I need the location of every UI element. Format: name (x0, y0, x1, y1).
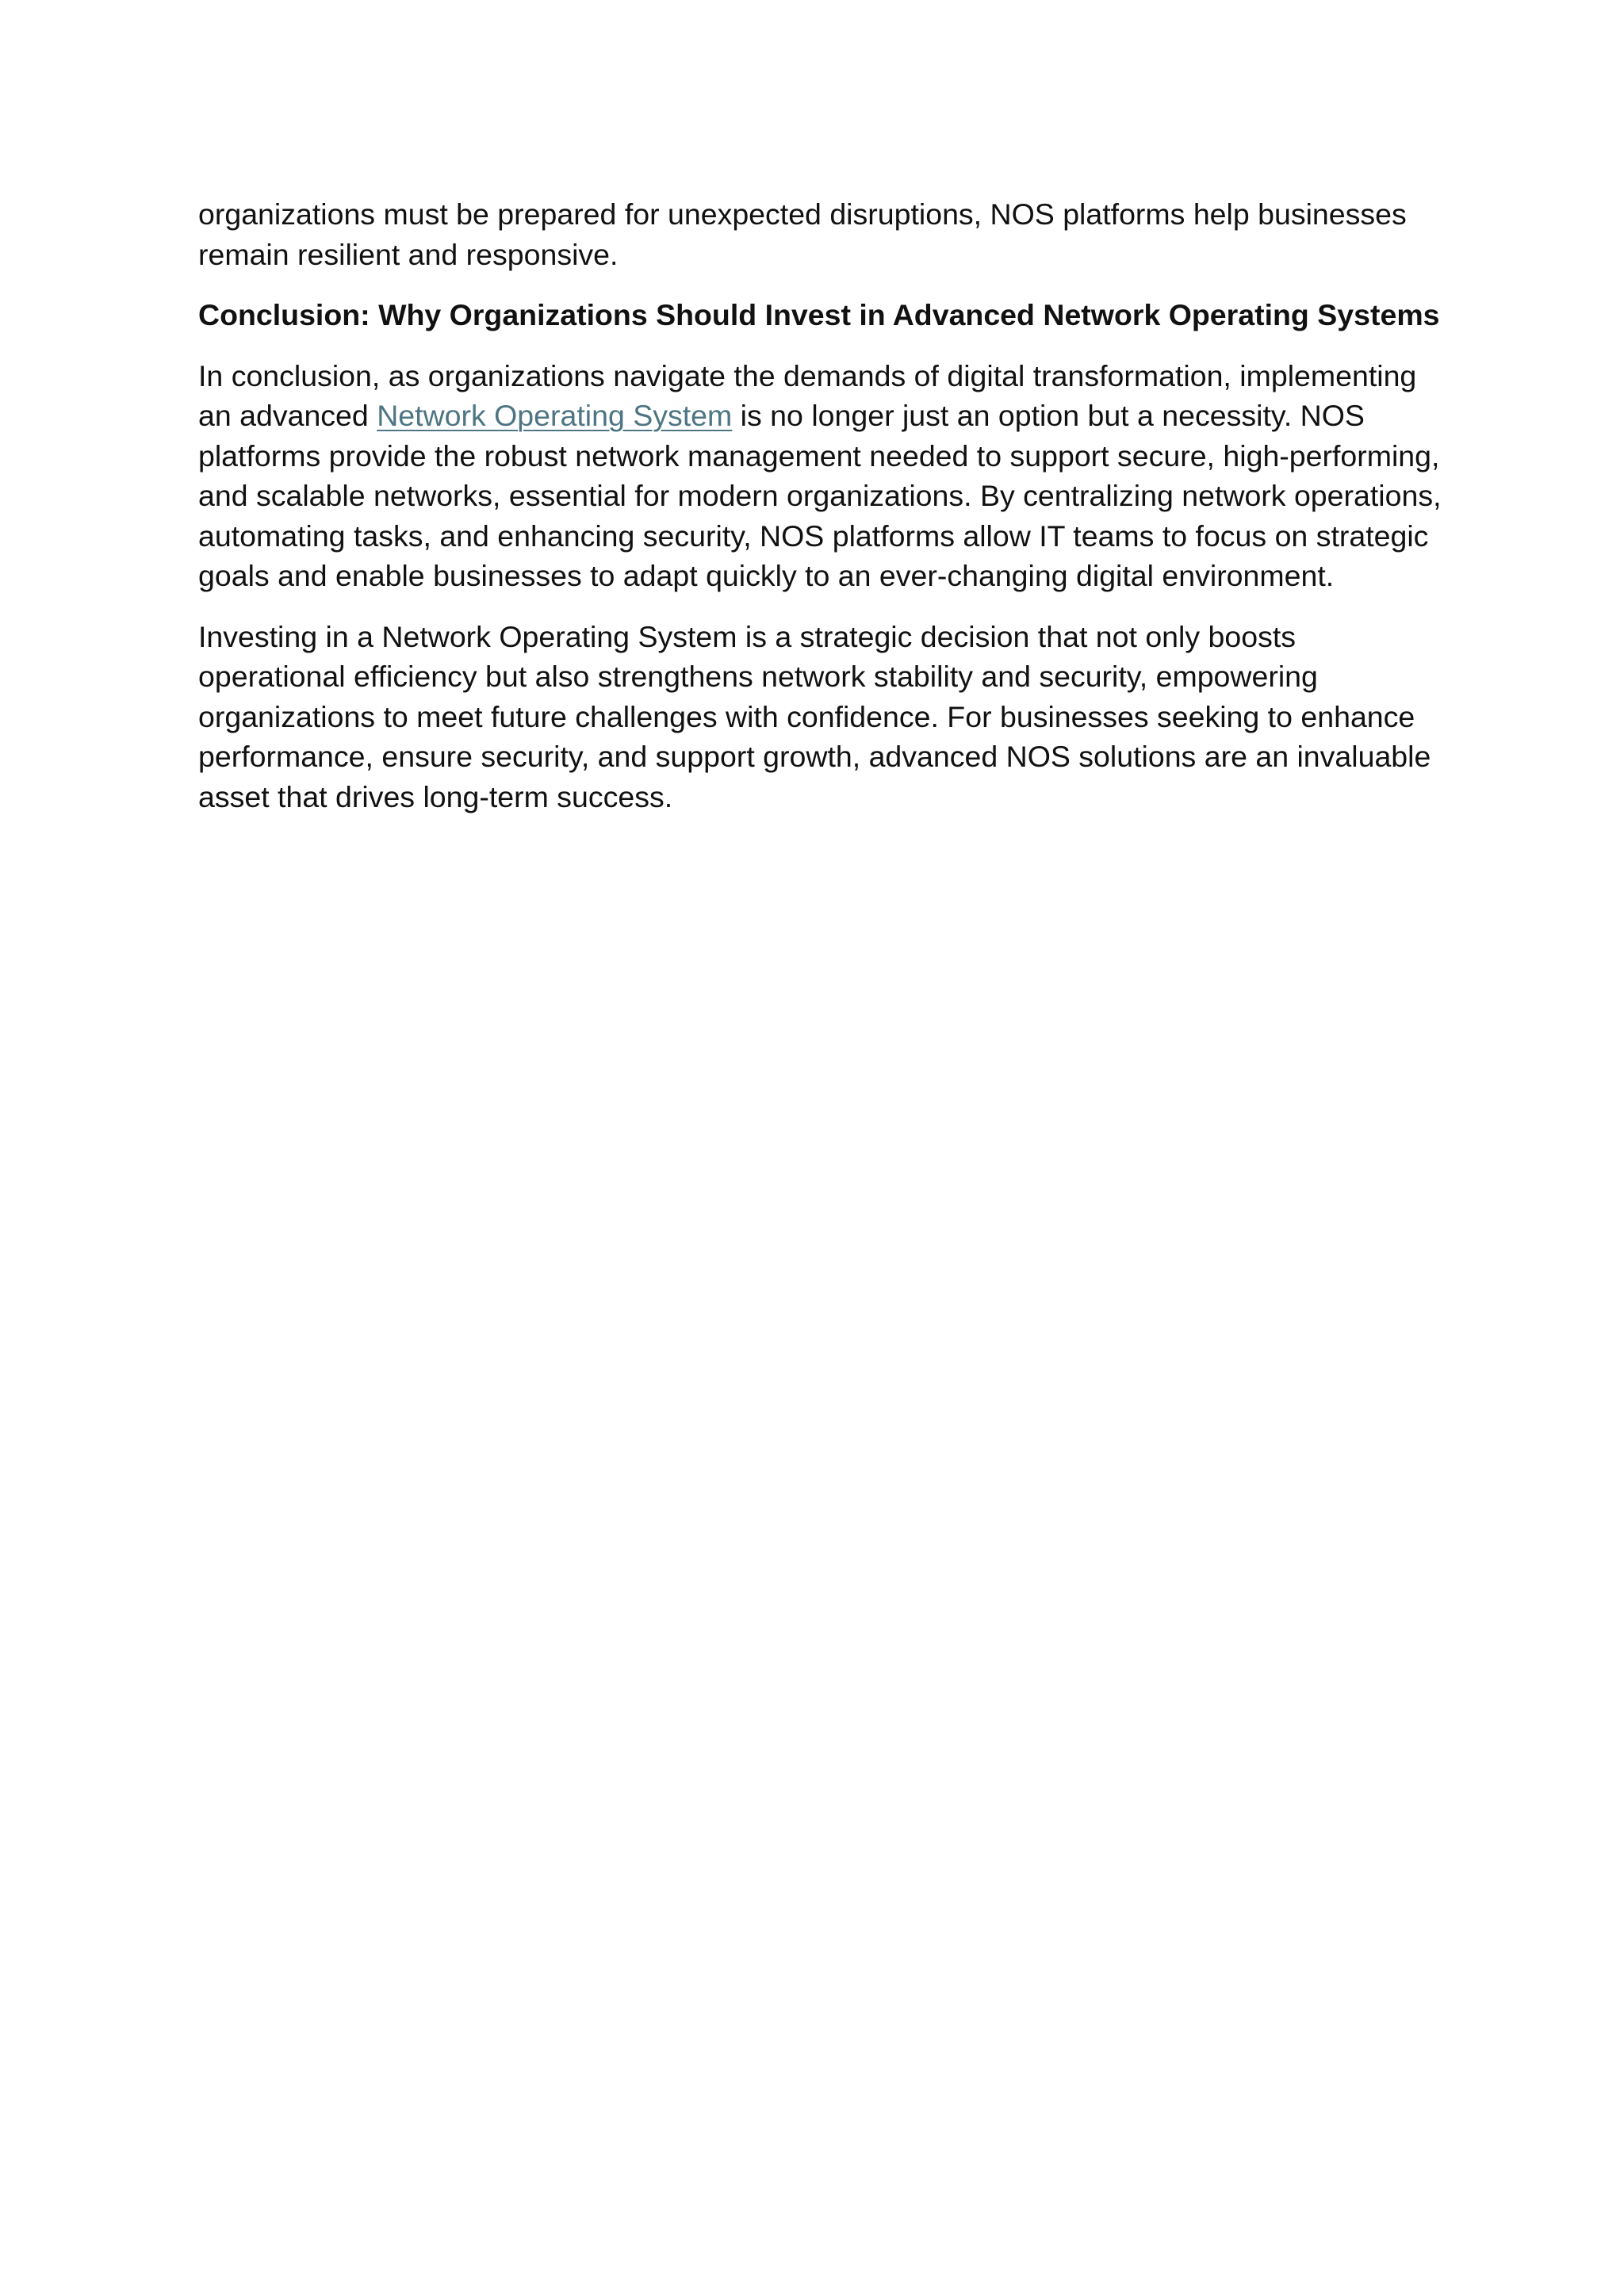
paragraph-text-before-link: In conclusion, as organizations navigate the demands of digital transformation, implementing an advanced (198, 358, 1417, 432)
paragraph-text-after-link: is no longer just an option but a necessity. NOS platforms provide the robust network management needed to support secure, high-performing, and scalable networks, essential for modern organizations. By centralizing network operations, automating tasks, and enhancing security, NOS platforms allow IT teams to focus on strategic goals and enable businesses to adapt quickly to an ever-changing digital environment. (198, 399, 1442, 592)
paragraph-continued: organizations must be prepared for unexpected disruptions, NOS platforms help businesses remain resilient and responsive. (198, 197, 1407, 271)
investment-paragraph: Investing in a Network Operating System is a strategic decision that not only boosts operational efficiency but also strengthens network stability and security, empowering organizations to meet future challenges with confidence. For businesses seeking to enhance performance, ensure security, and support growth, advanced NOS solutions are an invaluable asset that drives long-term success. (198, 619, 1431, 813)
document-body (198, 194, 1443, 837)
section-heading: Conclusion: Why Organizations Should Invest in Advanced Network Operating Systems (198, 298, 1440, 331)
network-operating-system-link[interactable]: Network Operating System (377, 399, 733, 432)
conclusion-paragraph (198, 356, 1443, 596)
